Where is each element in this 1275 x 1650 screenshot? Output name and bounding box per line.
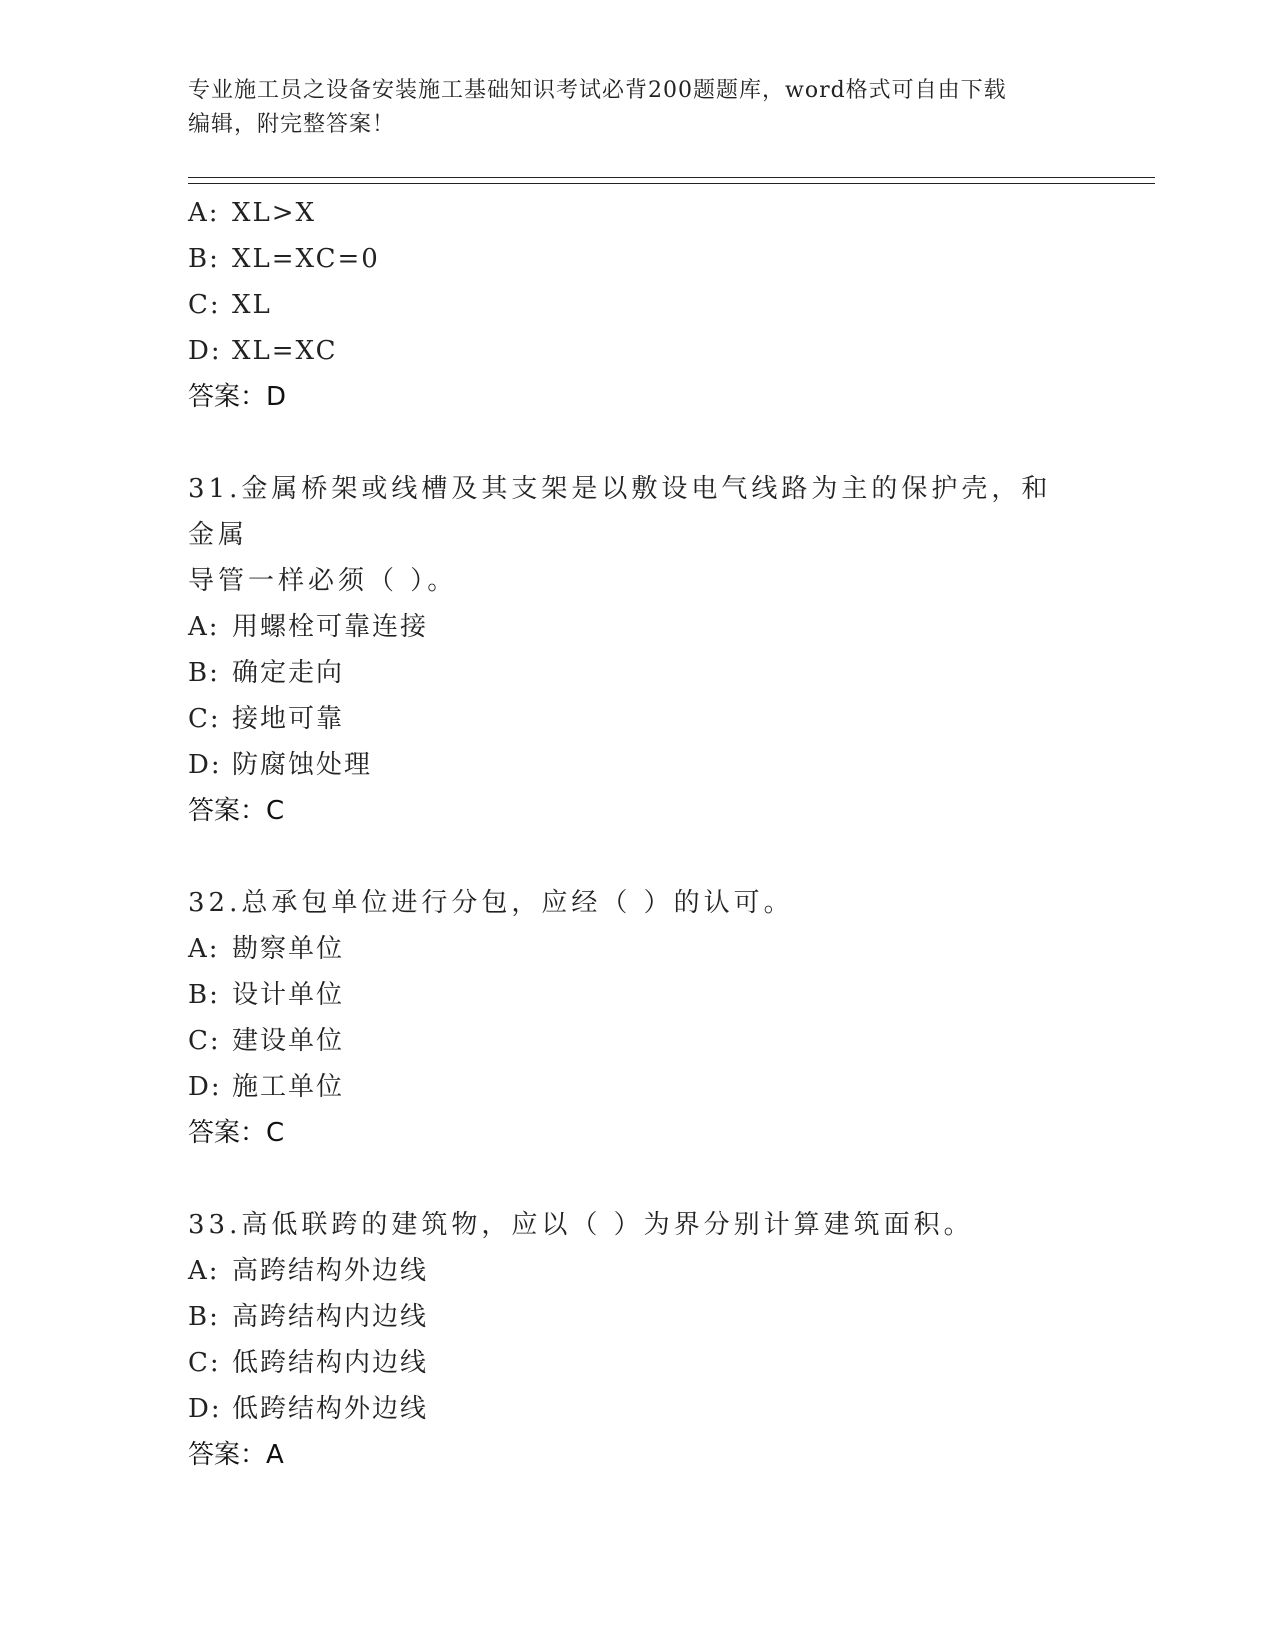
option-d: D: XL=XC — [188, 336, 338, 366]
option-c: C: 建设单位 — [188, 1026, 345, 1056]
question-list — [188, 190, 1088, 1478]
question-stem: 33.高低联跨的建筑物，应以（ ）为界分别计算建筑面积。 — [188, 1210, 974, 1240]
option-d: D: 施工单位 — [188, 1072, 345, 1102]
option-b: B: 确定走向 — [188, 658, 345, 688]
option-a: A: 用螺栓可靠连接 — [188, 612, 429, 642]
header-line-2: 编辑，附完整答案！ — [188, 112, 396, 137]
option-c: C: XL — [188, 290, 272, 320]
option-d: D: 低跨结构外边线 — [188, 1394, 429, 1424]
document-header — [188, 74, 1088, 142]
answer-line: 答案：A — [188, 1440, 284, 1470]
question-31 — [188, 466, 1088, 834]
option-c: C: 低跨结构内边线 — [188, 1348, 429, 1378]
option-a: A: 高跨结构外边线 — [188, 1256, 429, 1286]
header-line-1: 专业施工员之设备安装施工基础知识考试必背200题题库，word格式可自由下载 — [188, 78, 1007, 103]
option-b: B: 设计单位 — [188, 980, 345, 1010]
question-stem: 31.金属桥架或线槽及其支架是以敷设电气线路为主的保护壳，和金属 导管一样必须（ ）。 — [188, 474, 1052, 596]
question-33 — [188, 1202, 1088, 1478]
answer-line: 答案：C — [188, 796, 285, 826]
option-a: A: 勘察单位 — [188, 934, 345, 964]
option-c: C: 接地可靠 — [188, 704, 345, 734]
answer-line: 答案：C — [188, 1118, 285, 1148]
option-d: D: 防腐蚀处理 — [188, 750, 373, 780]
option-b: B: XL=XC=0 — [188, 244, 380, 274]
option-a: A: XL>X — [188, 198, 317, 228]
answer-line: 答案：D — [188, 382, 287, 412]
question-30-continuation — [188, 190, 1088, 420]
question-32 — [188, 880, 1088, 1156]
option-b: B: 高跨结构内边线 — [188, 1302, 429, 1332]
question-stem: 32.总承包单位进行分包，应经（ ）的认可。 — [188, 888, 794, 918]
header-divider — [188, 177, 1155, 184]
